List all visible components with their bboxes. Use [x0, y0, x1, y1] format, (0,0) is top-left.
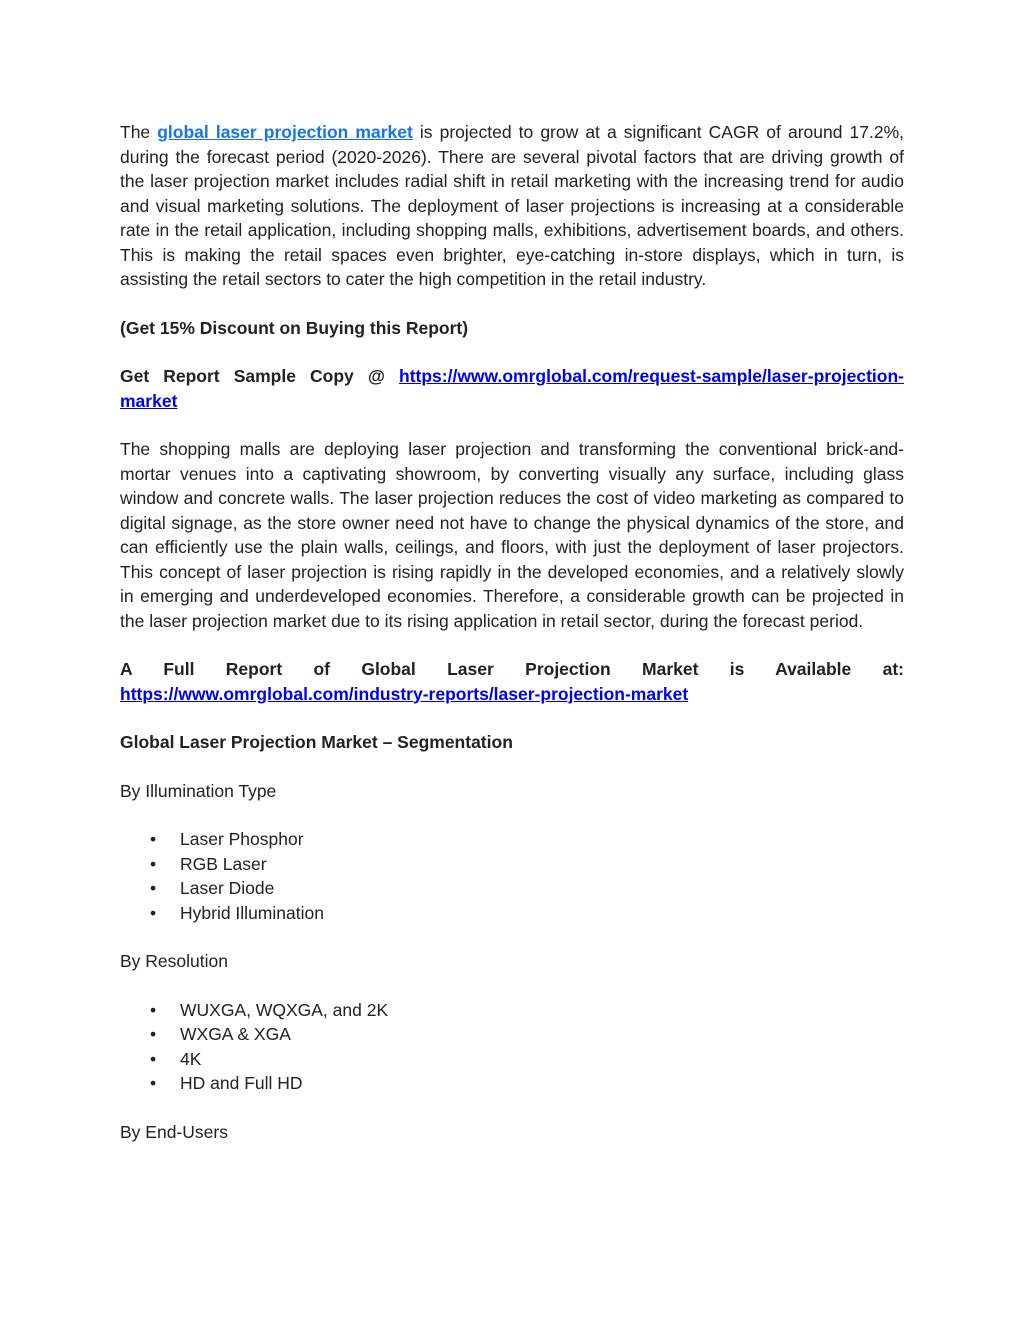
document-page [120, 120, 904, 1168]
sample-copy-link[interactable]: https://www.omrglobal.com/request-sample/laser-projection-market [120, 366, 904, 411]
list-item [150, 852, 904, 877]
list-item [150, 827, 904, 852]
bullet-icon: • [150, 1073, 157, 1093]
segment-title-resolution: By Resolution [120, 951, 228, 971]
bullet-icon: • [150, 1048, 157, 1069]
illumination-list [120, 827, 904, 925]
list-item [150, 876, 904, 901]
segmentation-title: Global Laser Projection Market – Segmentation [120, 732, 513, 752]
list-item-label: RGB Laser [180, 853, 267, 874]
sample-copy-line [120, 364, 904, 413]
bullet-icon: • [150, 999, 157, 1020]
bullet-icon: • [150, 878, 157, 898]
resolution-list [120, 998, 904, 1096]
list-item [150, 998, 904, 1023]
bullet-icon: • [150, 853, 157, 874]
bullet-icon: • [150, 829, 157, 849]
full-report-label: A Full Report of Global Laser Projection Market is Available at: [120, 659, 904, 679]
list-item [150, 1071, 904, 1096]
bullet-icon: • [150, 902, 157, 923]
body-paragraph: The shopping malls are deploying laser projection and transforming the conventional brick-and-mortar venues into a captivating showroom, by converting visually any surface, including glass window and concrete walls. The laser projection reduces the cost of video marketing as compared to digital signage, as the store owner need not have to change the physical dynamics of the store, and can efficiently use the plain walls, ceilings, and floors, with just the deployment of laser projectors. This concept of laser projection is rising rapidly in the developed economies, and a relatively slowly in emerging and underdeveloped economies. Therefore, a considerable growth can be projected in the laser projection market due to its rising application in retail sector, during the forecast period. [120, 439, 904, 631]
list-item-label: WXGA & XGA [180, 1024, 291, 1044]
full-report-link[interactable]: https://www.omrglobal.com/industry-reports/laser-projection-market [120, 683, 689, 704]
list-item [150, 1022, 904, 1047]
list-item-label: HD and Full HD [180, 1073, 303, 1093]
segment-title-end-users: By End-Users [120, 1121, 228, 1142]
market-link[interactable]: global laser projection market [157, 122, 413, 142]
list-item-label: Laser Phosphor [180, 829, 304, 849]
intro-paragraph [120, 120, 904, 292]
list-item [150, 1047, 904, 1072]
list-item-label: 4K [180, 1048, 202, 1069]
intro-text-start: The [120, 122, 158, 142]
segment-title-illumination: By Illumination Type [120, 780, 277, 801]
list-item [150, 901, 904, 926]
bullet-icon: • [150, 1024, 157, 1044]
list-item-label: Laser Diode [180, 878, 275, 898]
full-report-block [120, 657, 904, 706]
list-item-label: Hybrid Illumination [180, 902, 324, 923]
sample-copy-label: Get Report Sample Copy @ [120, 366, 399, 386]
discount-note: (Get 15% Discount on Buying this Report) [120, 317, 469, 338]
intro-text-rest: is projected to grow at a significant CAGR of around 17.2%, during the forecast period (2020-2026). There are several pivotal factors that are driving growth of the laser projection market includes radial shift in retail marketing with the increasing trend for audio and visual marketing solutions. The deployment of laser projections is increasing at a considerable rate in the retail application, including shopping malls, exhibitions, advertisement boards, and others. This is making the retail spaces even brighter, eye-catching in-store displays, which in turn, is assisting the retail sectors to cater the high competition in the retail industry. [120, 122, 904, 289]
list-item-label: WUXGA, WQXGA, and 2K [180, 999, 389, 1020]
